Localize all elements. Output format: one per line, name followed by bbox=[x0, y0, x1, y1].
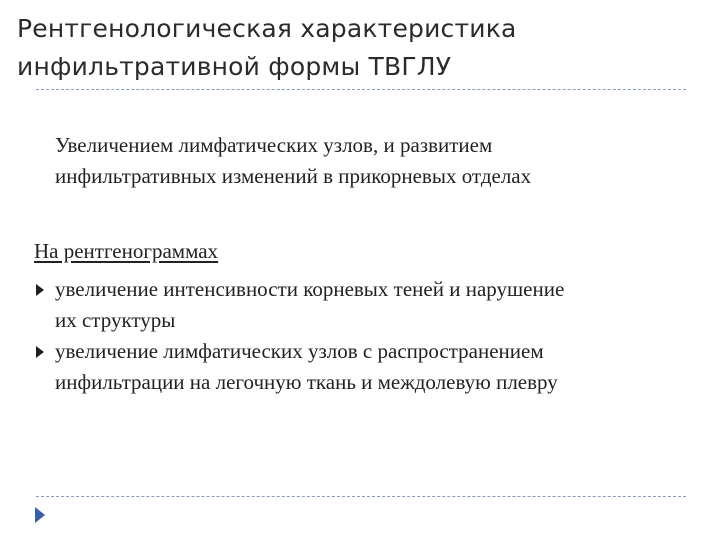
bullet-line: инфильтрации на легочную ткань и междолевую плевру bbox=[55, 370, 558, 394]
bottom-divider bbox=[36, 496, 686, 497]
bullet-item bbox=[34, 336, 704, 398]
slide-title bbox=[17, 10, 697, 86]
triangle-right-icon bbox=[36, 284, 44, 296]
bullet-line: увеличение интенсивности корневых теней и нарушение bbox=[55, 277, 565, 301]
top-divider bbox=[36, 89, 686, 90]
bullet-line: их структуры bbox=[55, 308, 176, 332]
bullet-list bbox=[34, 274, 704, 398]
slide-title-line: инфильтративной формы ТВГЛУ bbox=[17, 52, 452, 81]
triangle-right-icon bbox=[36, 346, 44, 358]
corner-arrow-icon bbox=[34, 505, 46, 525]
intro-line: инфильтративных изменений в прикорневых отделах bbox=[55, 164, 532, 188]
section-heading: На рентгенограммах bbox=[34, 239, 219, 263]
slide-title-line: Рентгенологическая характеристика bbox=[17, 14, 517, 43]
intro-line: Увеличением лимфатических узлов, и развитием bbox=[55, 133, 493, 157]
bullet-line: увеличение лимфатических узлов с распространением bbox=[55, 339, 544, 363]
bullet-item bbox=[34, 274, 704, 336]
intro-paragraph bbox=[55, 130, 695, 192]
